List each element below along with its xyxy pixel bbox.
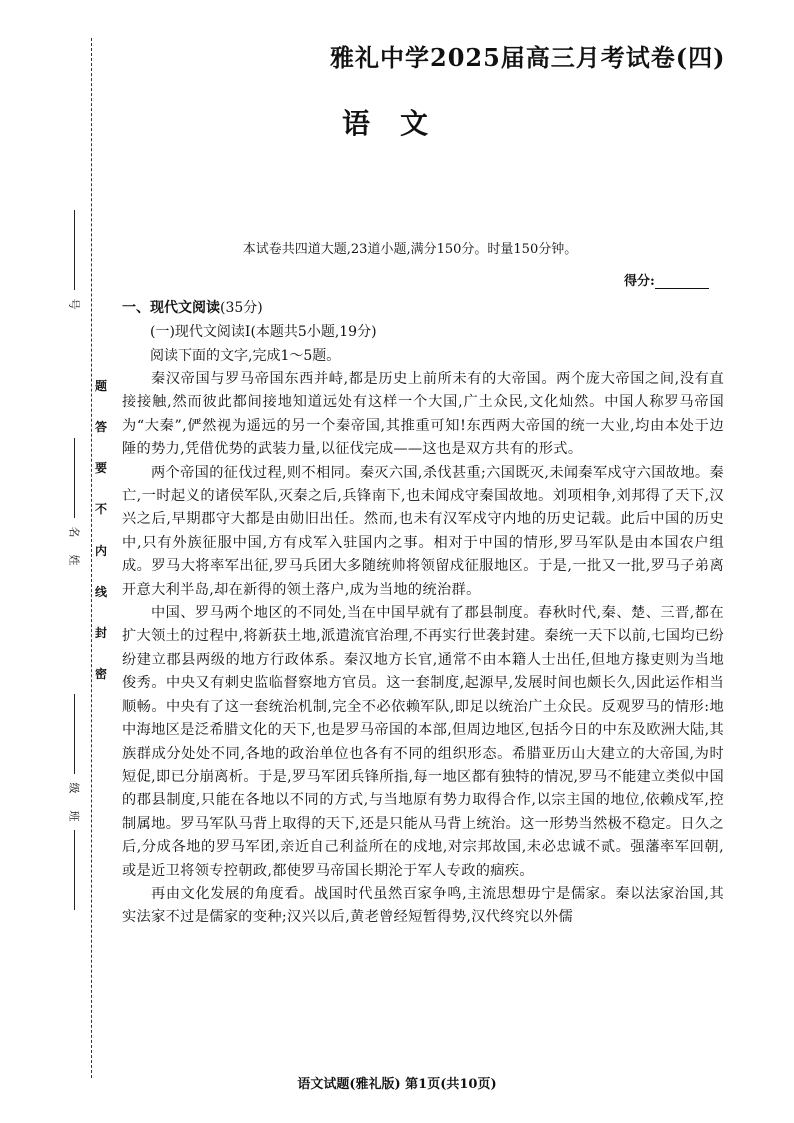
reading-prompt: 阅读下面的文字,完成1～5题。 <box>150 348 341 364</box>
score-box <box>624 270 724 289</box>
section-points: (35分) <box>220 300 263 316</box>
binding-label: 封 <box>94 625 107 640</box>
passage-paragraph: 中国、罗马两个地区的不同处,当在中国早就有了郡县制度。春秋时代,秦、楚、三晋,都在扩大领土的过程中,将新获土地,派遣流官治理,不再实行世袭封建。秦统一天下以前,七国均已纷纷建立郡县两级的地方行政体系。秦汉地方长官,通常不由本籍人士出任,但地方掾吏则为当地俊秀。中央又有刺史监临督察地方官员。这一套制度,起源早,发展时间也颇长久,因此运作相当顺畅。中央有了这一套统治机制,完全不必依赖军队,即足以统治广土众民。反观罗马的情形:地中海地区是泛希腊文化的天下,也是罗马帝国的本部,但周边地区,包括今日的中东及欧洲大陆,其族群成分处处不同,各地的政治单位也各有不同的组织形态。希腊亚历山大建立的大帝国,为时短促,即已分崩离析。于是,罗马军团兵锋所指,每一地区都有独特的情况,罗马不能建立类似中国的郡县制度,只能在各地以不同的方式,与当地原有势力取得合作,以宗主国的地位,依赖戍军,控制属地。罗马军队马背上取得的天下,还是只能从马背上统治。这一形势当然极不稳定。日久之后,分成各地的罗马军团,亲近自己利益所在的戍地,对宗邦故国,未必忠诚不贰。强藩率军回朝,或是近卫将领专控朝政,都使罗马帝国长期沦于军人专政的痼疾。 <box>122 605 724 879</box>
exam-instructions: 本试卷共四道大题,23道小题,满分150分。时量150分钟。 <box>242 242 578 257</box>
binding-label: 不 <box>94 502 107 517</box>
subject-title: 语文 <box>341 107 458 140</box>
score-blank[interactable] <box>655 276 709 289</box>
binding-label: 答 <box>94 420 107 435</box>
section-modern-reading <box>122 296 724 930</box>
page-footer: 语文试题(雅礼版) 第1页(共10页) <box>297 1077 497 1092</box>
class-field[interactable] <box>69 694 80 910</box>
part-title: (一)现代文阅读Ⅰ(本题共5小题,19分) <box>150 324 377 340</box>
field-label: 班 <box>67 810 80 822</box>
field-label: 姓 <box>67 554 80 566</box>
exam-title: 雅礼中学2025届高三月考试卷(四) <box>330 43 726 72</box>
binding-label: 内 <box>94 543 107 558</box>
binding-labels <box>92 380 110 680</box>
passage-paragraph: 再由文化发展的角度看。战国时代虽然百家争鸣,主流思想毋宁是儒家。秦以法家治国,其实法家不过是儒家的变种;汉兴以后,黄老曾经短暂得势,汉代终究以外儒 <box>122 885 724 926</box>
binding-label: 密 <box>94 666 107 681</box>
section-title-text: 一、现代文阅读 <box>122 300 220 316</box>
binding-label: 线 <box>94 584 107 599</box>
field-label: 号 <box>67 298 80 310</box>
passage-paragraph: 秦汉帝国与罗马帝国东西并峙,都是历史上前所未有的大帝国。两个庞大帝国之间,没有直接接触,然而彼此都间接地知道远处有这样一个大国,广土众民,文化灿然。中国人称罗马帝国为“大秦”,俨然视为遥远的另一个秦帝国,其推重可知!东西两大帝国的统一大业,均由本处于边陲的势力,凭借优势的武装力量,以征伐完成——这也是双方共有的形式。 <box>122 371 724 458</box>
binding-label: 题 <box>94 379 107 393</box>
score-label: 得分: <box>624 274 655 289</box>
student-number-field[interactable] <box>69 210 80 318</box>
section-title <box>122 296 724 320</box>
field-label: 级 <box>67 782 80 794</box>
passage-paragraph: 两个帝国的征伐过程,则不相同。秦灭六国,杀伐甚重;六国既灭,未闻秦军戍守六国故地。秦亡,一时起义的诸侯军队,灭秦之后,兵锋南下,也未闻戍守秦国故地。刘项相争,刘邦得了天下,汉兴之后,早期郡守大都是由勋旧出任。然而,也未有汉军戍守内地的历史记载。此后中国的历史中,只有外族征服中国,方有戍军入驻国内之事。相对于中国的情形,罗马军队是由本国农户组成。罗马大将率军出征,罗马兵团大多随统帅将领留戍征服地区。于是,一批又一批,罗马子弟离开意大利半岛,却在新得的领土落户,成为当地的统治群。 <box>122 464 724 598</box>
name-field[interactable] <box>69 438 80 574</box>
field-label: 名 <box>67 526 80 538</box>
binding-label: 要 <box>94 461 107 476</box>
student-info-fields <box>62 210 86 910</box>
